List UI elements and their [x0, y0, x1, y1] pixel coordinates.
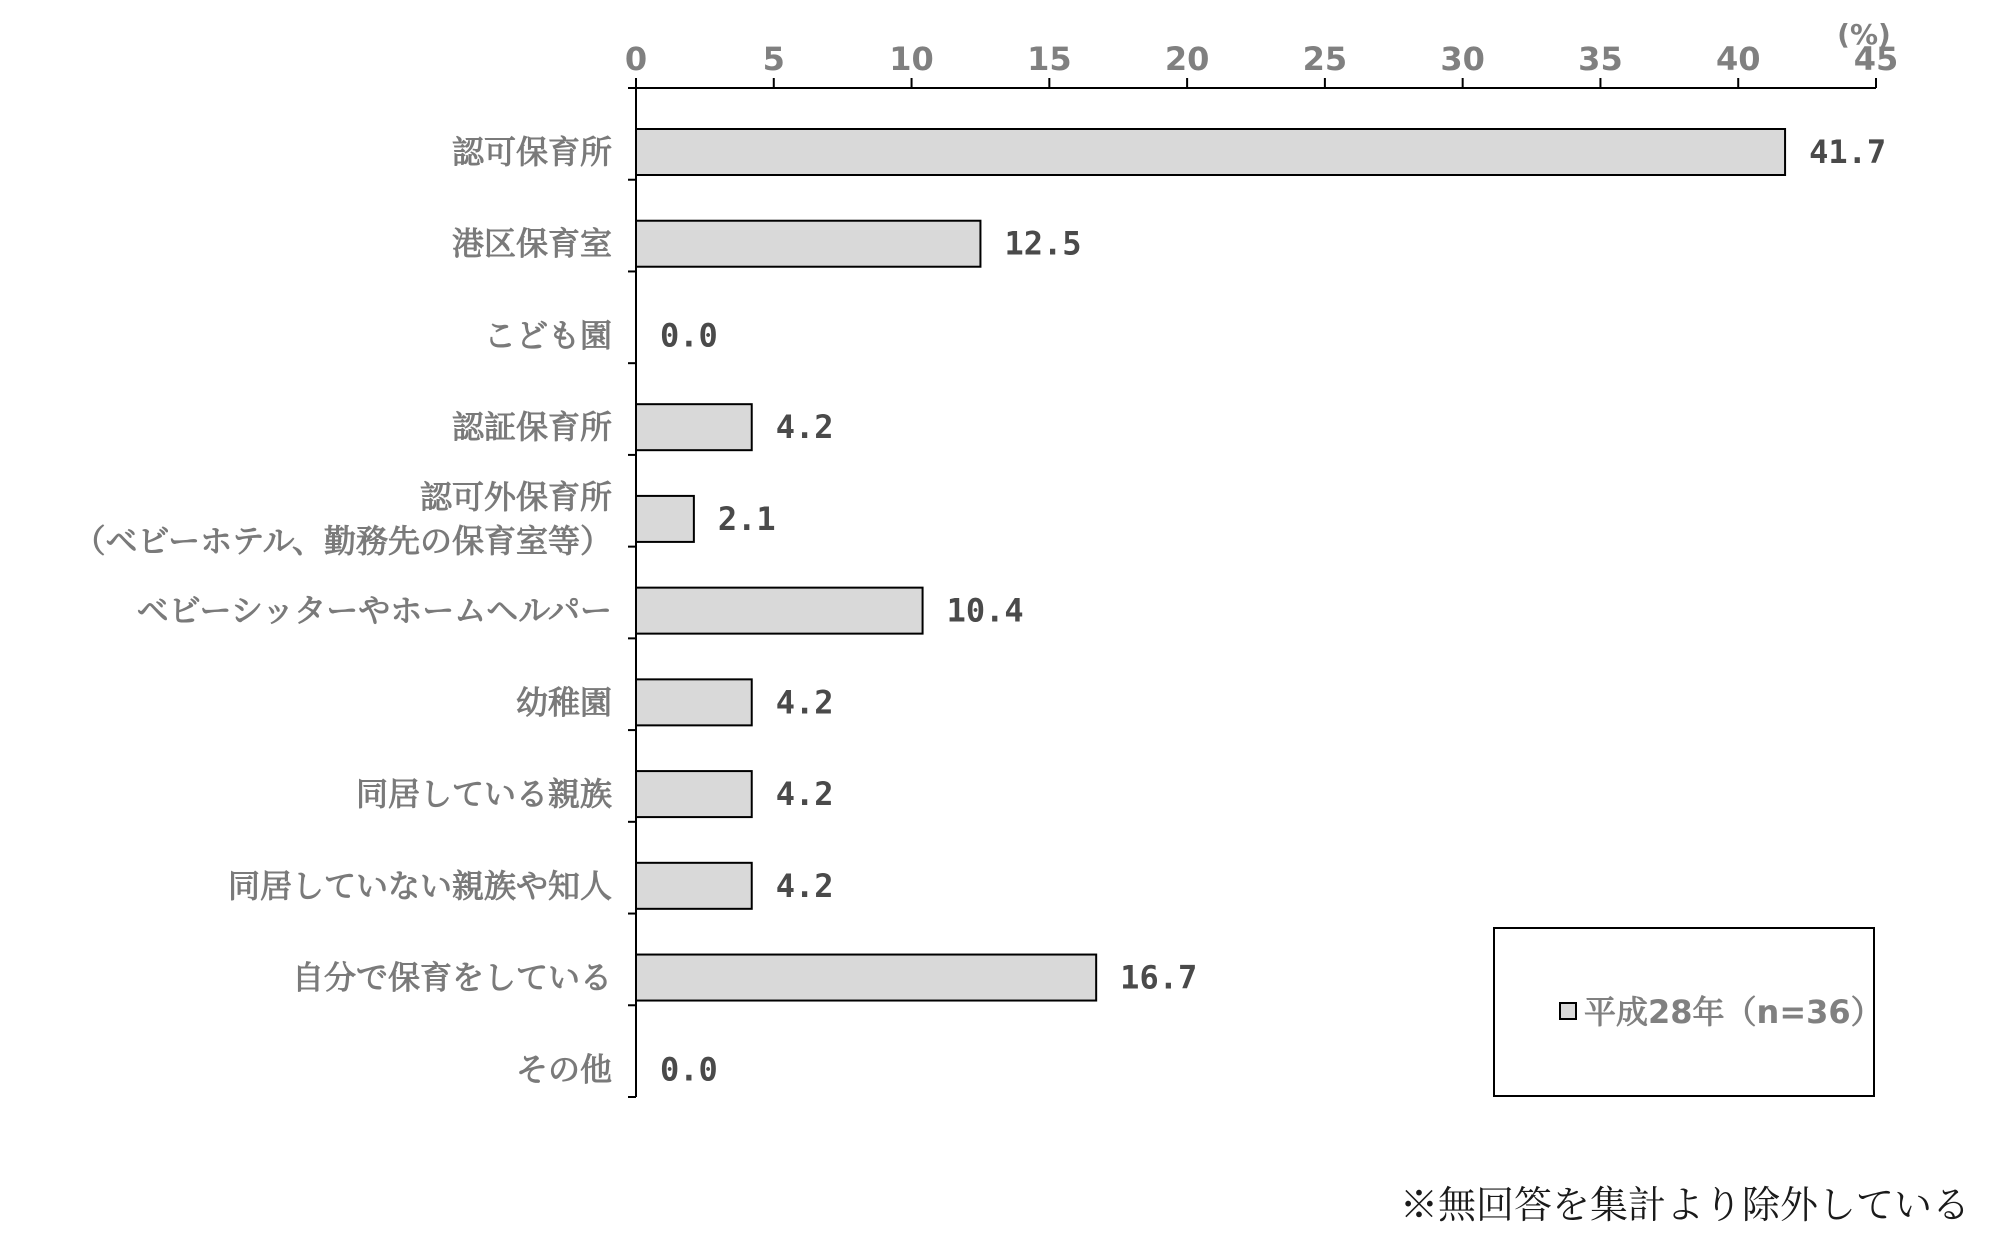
x-tick-label: 30	[1440, 40, 1485, 78]
x-tick-label: 5	[762, 40, 785, 78]
category-label: 幼稚園	[515, 683, 612, 722]
x-tick-label: 0	[624, 40, 648, 78]
bar	[636, 496, 694, 542]
category-label: 自分で保育をしている	[291, 958, 612, 997]
category-label: 港区保育室	[451, 224, 612, 263]
x-tick-label: 25	[1302, 40, 1348, 78]
category-label: 同居している親族	[355, 775, 612, 814]
bar	[636, 955, 1096, 1001]
data-label: 4.2	[775, 683, 834, 722]
x-tick-label: 10	[889, 40, 934, 78]
data-label: 41.7	[1809, 133, 1887, 171]
data-label: 4.2	[775, 866, 834, 905]
category-label: 同居していない親族や知人	[227, 866, 612, 905]
category-label: （ベビーホテル、勤務先の保育室等）	[73, 521, 612, 560]
data-label: 2.1	[717, 499, 776, 538]
category-label: 認証保育所	[451, 408, 612, 447]
legend	[1494, 928, 1883, 1096]
x-tick-label: 40	[1715, 40, 1761, 78]
footnote: ※無回答を集計より除外している	[1399, 1183, 1970, 1227]
data-label: 4.2	[775, 408, 834, 447]
bar	[636, 679, 752, 725]
data-label: 12.5	[1004, 224, 1082, 263]
bar	[636, 588, 923, 634]
bar	[636, 771, 752, 817]
data-label: 16.7	[1120, 958, 1198, 997]
data-label: 4.2	[775, 775, 834, 814]
x-tick-label: 45	[1853, 40, 1899, 78]
legend-label: 平成28年（n=36）	[1584, 993, 1883, 1031]
x-tick-label: 15	[1027, 40, 1072, 78]
x-tick-label: 35	[1578, 40, 1623, 78]
unit-label: (%)	[1837, 18, 1891, 51]
x-tick-label: 20	[1164, 40, 1210, 78]
legend-swatch	[1560, 1003, 1576, 1019]
bar	[636, 863, 752, 909]
bar	[636, 129, 1785, 175]
data-label: 0.0	[660, 316, 718, 355]
category-label: こども園	[483, 316, 612, 355]
data-label: 0.0	[660, 1050, 718, 1089]
bar	[636, 221, 980, 267]
x-axis	[625, 40, 1898, 88]
category-label: 認可外保育所	[419, 477, 612, 516]
y-axis	[628, 88, 636, 1097]
bar	[636, 404, 752, 450]
data-label: 10.4	[946, 591, 1024, 630]
category-label: その他	[515, 1050, 612, 1089]
category-label: 認可保育所	[451, 133, 612, 171]
category-label: ベビーシッターやホームヘルパー	[136, 591, 612, 630]
category-labels	[73, 133, 612, 1088]
